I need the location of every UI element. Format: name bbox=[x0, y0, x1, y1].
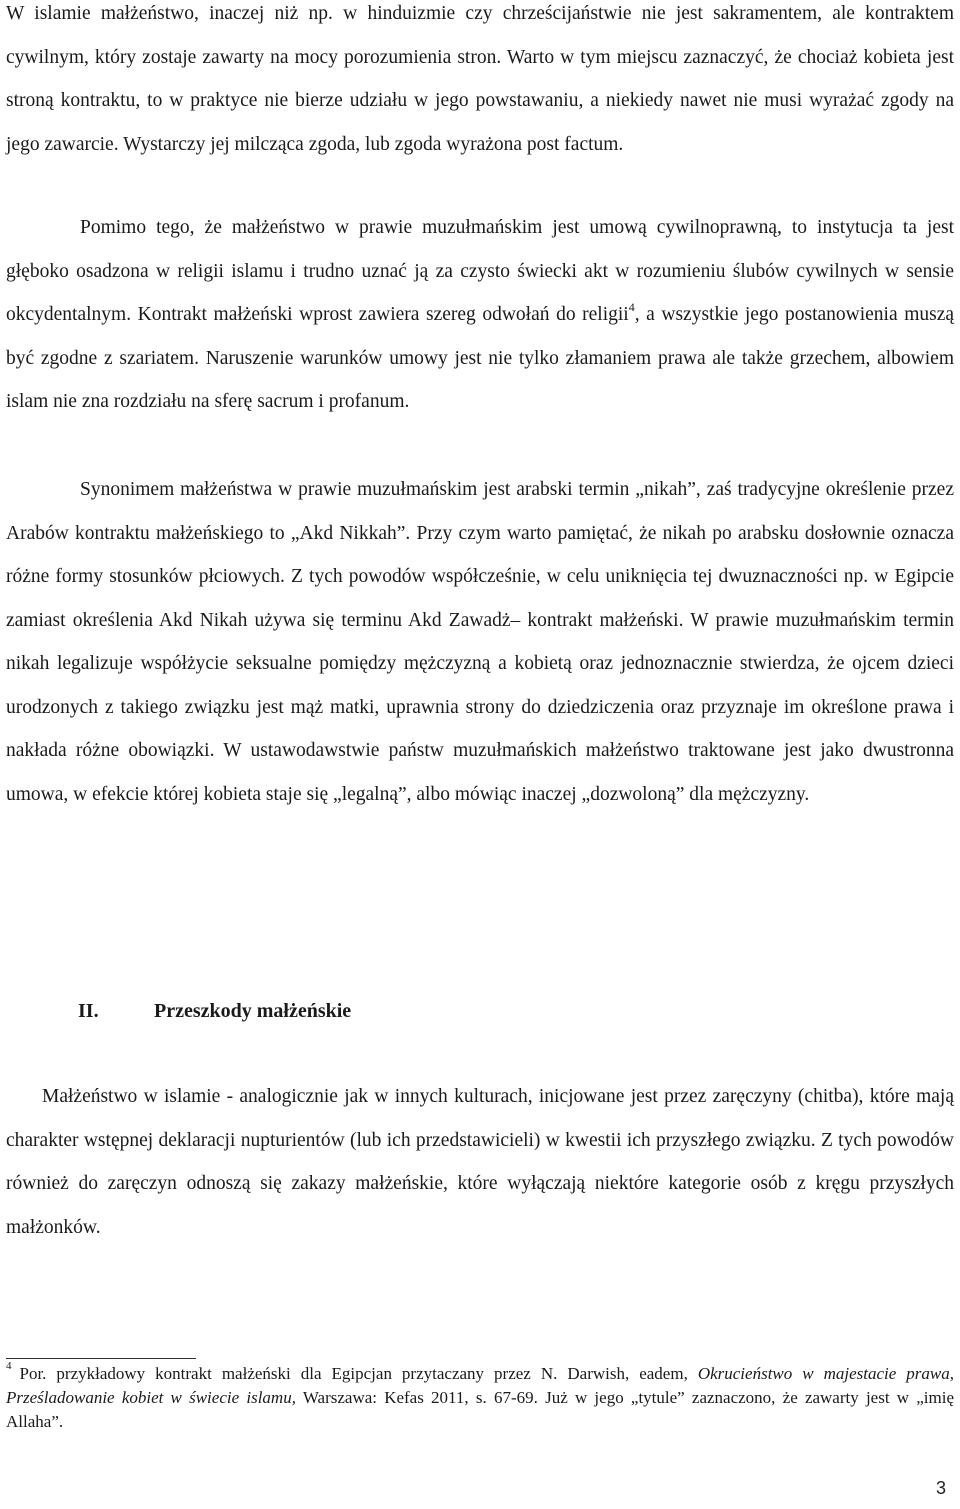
footnote-number: 4 bbox=[6, 1360, 12, 1373]
paragraph4-text: Małżeństwo w islamie - analogicznie jak w innych kulturach, inicjowane jest przez zaręczyny (chitba), które mają charakter wstępnej deklaracji nupturientów (lub ich przedstawicieli) w kwestii ich przyszłego związku. Z tych powodów również do zaręczyn odnoszą się zakazy małżeńskie, które wyłączają niektóre kategorie osób z kręgu przyszłych małżonków. bbox=[6, 1086, 954, 1238]
paragraph2-text-b: , a wszystkie jego postanowienia muszą być zgodne z szariatem. Naruszenie warunków umowy jest nie tylko złamaniem prawa ale także grzechem, albowiem islam nie zna rozdziału na sferę sacrum i profanum. bbox=[6, 304, 955, 412]
paragraph-nikah bbox=[6, 468, 954, 816]
footnote-italic-title-1: Okrucieństwo w majestacie prawa bbox=[697, 1364, 950, 1383]
paragraph3-text: Synonimem małżeństwa w prawie muzułmańskim jest arabski termin „nikah”, zaś tradycyjne określenie przez Arabów kontraktu małżeńskiego to „Akd Nikkah”. Przy czym warto pamiętać, że nikah po arabsku dosłownie oznacza różne formy stosunków płciowych. Z tych powodów współcześnie, w celu uniknięcia tej dwuznaczności np. w Egipcie zamiast określenia Akd Nikah używa się terminu Akd Zawadż– kontrakt małżeński. W prawie muzułmańskim termin nikah legalizuje współżycie seksualne pomiędzy mężczyzną a kobietą oraz jednoznacznie stwierdza, że ojcem dzieci urodzonych z takiego związku jest mąż matki, uprawnia strony do dziedziczenia oraz przyznaje im określone prawa i nakłada różne obowiązki. W ustawodawstwie państw muzułmańskich małżeństwo traktowane jest jako dwustronna umowa, w efekcie której kobieta staje się „legalną”, albo mówiąc inaczej „dozwoloną” dla mężczyzny. bbox=[6, 479, 954, 805]
paragraph-civil-law bbox=[6, 206, 954, 424]
section-number: II. bbox=[78, 1000, 99, 1022]
footnote-italic-title-2: Prześladowanie kobiet w świecie islamu, bbox=[6, 1388, 296, 1407]
page-number: 3 bbox=[936, 1478, 947, 1498]
footnote-text-3: Warszawa: Kefas 2011, s. 67-69. Już w jego „tytule” zaznaczono, że zawarty jest w „imię Allaha”. bbox=[6, 1388, 955, 1431]
paragraph1-text: W islamie małżeństwo, inaczej niż np. w hinduizmie czy chrześcijaństwie nie jest sakramentem, ale kontraktem cywilnym, który zostaje zawarty na mocy porozumienia stron. Warto w tym miejscu zaznaczyć, że chociaż kobieta jest stroną kontraktu, to w praktyce nie bierze udziału w jego powstawaniu, a niekiedy nawet nie musi wyrażać zgody na jego zawarcie. Wystarczy jej milcząca zgoda, lub zgoda wyrażona post factum. bbox=[6, 3, 954, 155]
section-title: Przeszkody małżeńskie bbox=[154, 1000, 352, 1022]
paragraph2-text-a: Pomimo tego, że małżeństwo w prawie muzułmańskim jest umową cywilnoprawną, to instytucja ta jest głęboko osadzona w religii islamu i trudno uznać ją za czysto świecki akt w rozumieniu ślubów cywilnych w sensie okcydentalnym. Kontrakt małżeński wprost zawiera szereg odwołań do religii bbox=[6, 217, 954, 325]
paragraph-engagement bbox=[6, 1075, 954, 1249]
footnote-text-1: Por. przykładowy kontrakt małżeński dla Egipcjan przytaczany przez N. Darwish, eadem, bbox=[19, 1364, 698, 1383]
paragraph-marriage-contract bbox=[6, 0, 954, 166]
footnote-reference[interactable]: 4 bbox=[628, 299, 635, 314]
footnote-separator bbox=[6, 1358, 196, 1359]
footnote bbox=[6, 1362, 954, 1434]
footnote-text-2: , bbox=[949, 1364, 954, 1383]
